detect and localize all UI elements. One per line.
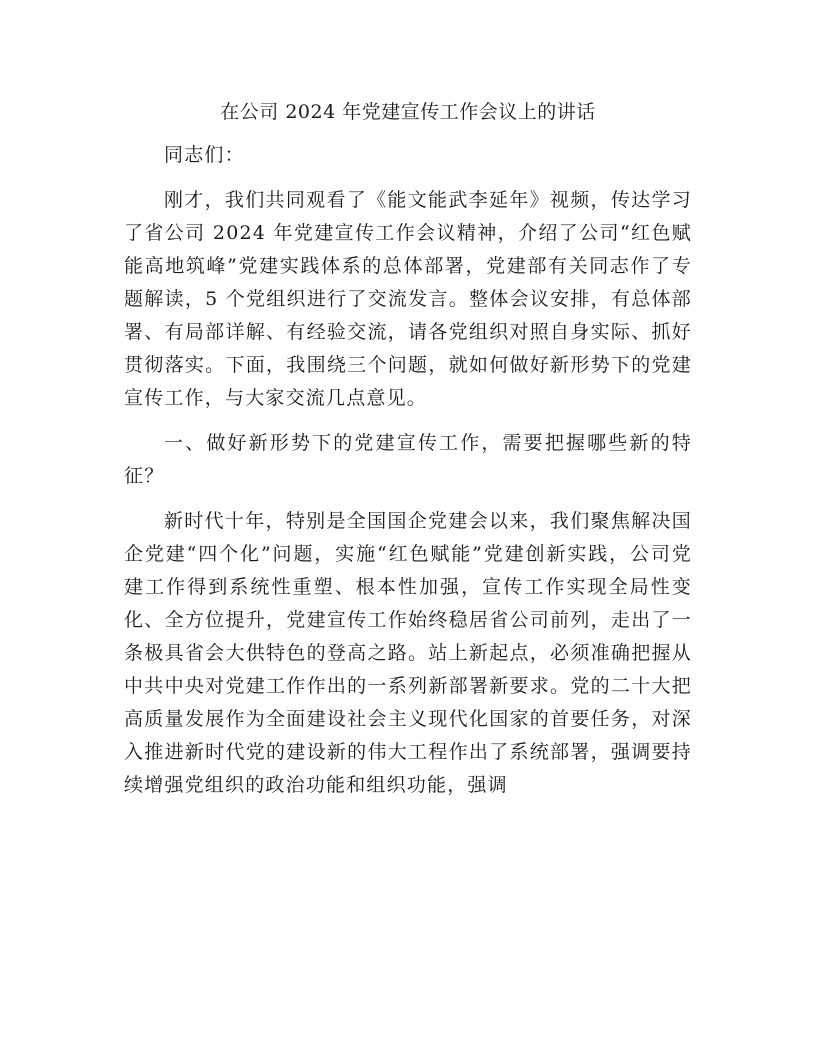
greeting: 同志们： xyxy=(164,144,245,166)
section-heading-1: 一、做好新形势下的党建宣传工作，需要把握哪些新的特征？ xyxy=(124,432,692,487)
paragraph-intro: 刚才，我们共同观看了《能文能武李延年》视频，传达学习了省公司 2024 年党建宣传工作会议精神，介绍了公司“红色赋能高地筑峰”党建实践体系的总体部署，党建部有关同志作了专题解读，5 个党组织进行了交流发言。整体会议安排，有总体部署、有局部详解、有经验交流，请各党组织对照自身实际、抓好贯彻落实。下面，我围绕三个问题，就如何做好新形势下的党建宣传工作，与大家交流几点意见。 xyxy=(124,189,692,409)
document-page xyxy=(124,96,692,814)
paragraph-section-1: 新时代十年，特别是全国国企党建会以来，我们聚焦解决国企党建“四个化”问题，实施“红色赋能”党建创新实践，公司党建工作得到系统性重塑、根本性加强，宣传工作实现全局性变化、全方位提升，党建宣传工作始终稳居省公司前列，走出了一条极具省会大供特色的登高之路。站上新起点，必须准确把握从中共中央对党建工作作出的一系列新部署新要求。党的二十大把高质量发展作为全面建设社会主义现代化国家的首要任务，对深入推进新时代党的建设新的伟大工程作出了系统部署，强调要持续增强党组织的政治功能和组织功能，强调 xyxy=(124,510,692,796)
document-title: 在公司 2024 年党建宣传工作会议上的讲话 xyxy=(220,101,596,123)
